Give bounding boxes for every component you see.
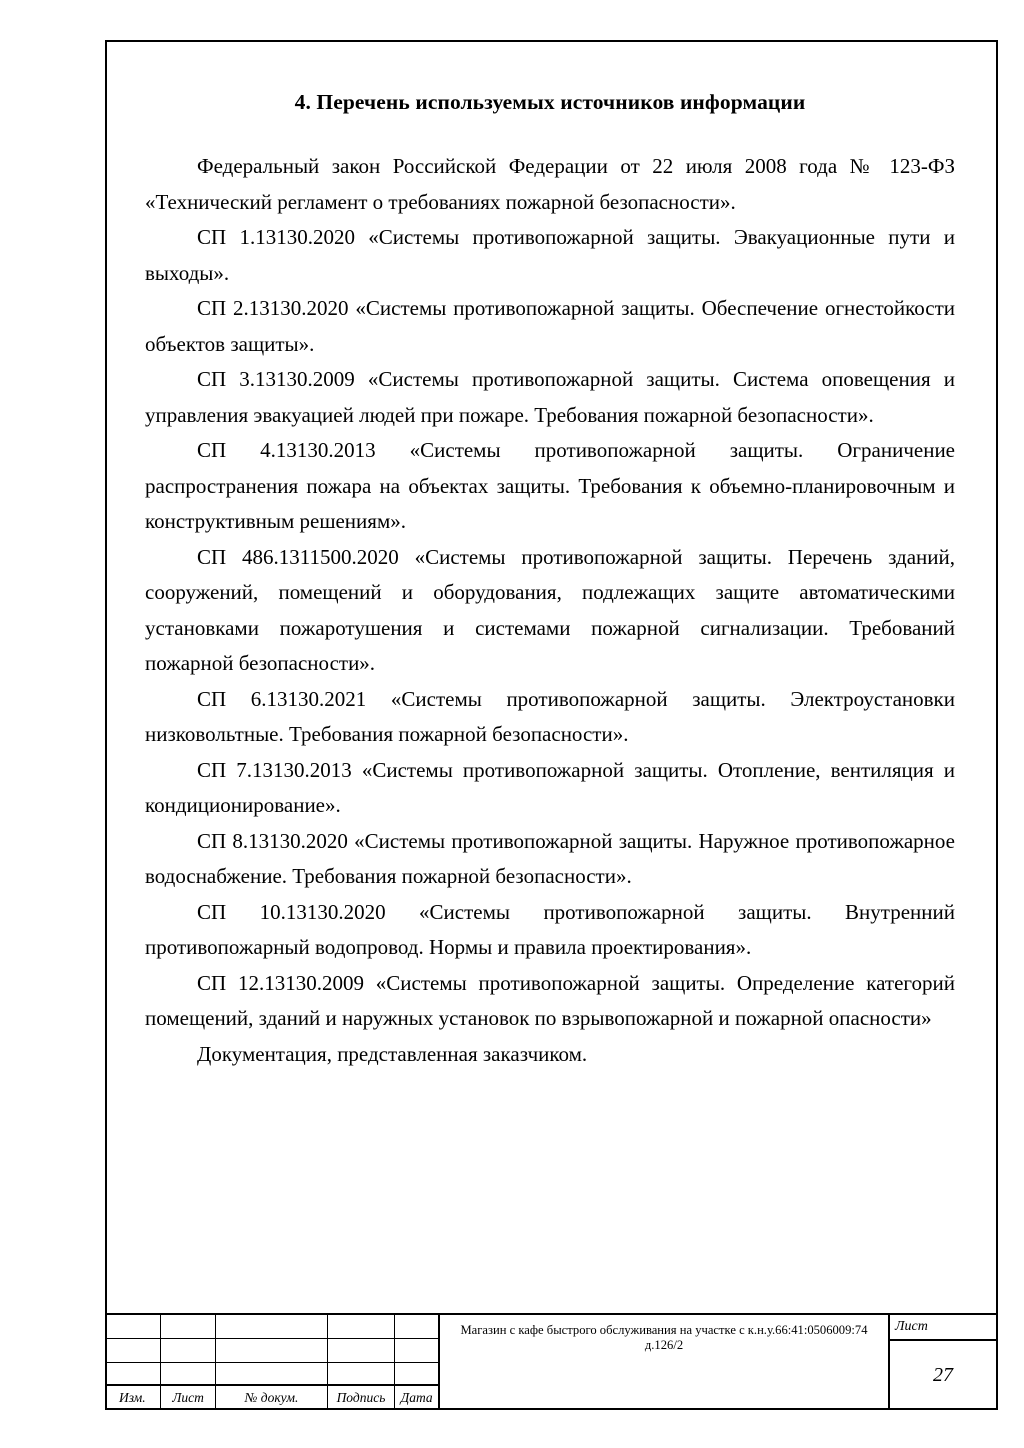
table-row	[105, 1315, 438, 1339]
paragraph: СП 7.13130.2013 «Системы противопожарной защиты. Отопление, вентиляция и кондиционирование».	[145, 757, 955, 817]
paragraph: СП 4.13130.2013 «Системы противопожарной защиты. Ограничение распространения пожара на объектах защиты. Требования к объемно-планировочным и конструктивным решениям».	[145, 438, 955, 533]
sheet-number: 27	[933, 1364, 953, 1386]
title-block-grid	[105, 1315, 998, 1408]
table-cell	[161, 1315, 217, 1338]
document-body	[145, 90, 955, 1072]
title-block-object-cell	[440, 1315, 890, 1408]
paragraph: СП 1.13130.2020 «Системы противопожарной защиты. Эвакуационные пути и выходы».	[145, 225, 955, 285]
paragraph: Документация, представленная заказчиком.	[197, 1041, 588, 1066]
object-caption: Магазин с кафе быстрого обслуживания на участке с к.н.у.66:41:0506009:74 д.126/2	[460, 1323, 868, 1352]
table-cell	[105, 1315, 161, 1338]
column-header-list: Лист	[161, 1386, 217, 1410]
table-cell	[105, 1363, 161, 1384]
paragraph: СП 8.13130.2020 «Системы противопожарной защиты. Наружное противопожарное водоснабжение. Требования пожарной безопасности».	[145, 828, 955, 888]
table-row	[105, 1363, 438, 1386]
table-cell	[328, 1363, 396, 1384]
table-cell	[328, 1315, 396, 1338]
page-title: 4. Перечень используемых источников информации	[294, 90, 806, 114]
paragraph: Федеральный закон Российской Федерации от 22 июля 2008 года № 123-ФЗ «Технический регламент о требованиях пожарной безопасности».	[145, 154, 955, 214]
title-block	[105, 1313, 998, 1408]
table-cell	[161, 1339, 217, 1362]
object-caption-wrapper	[440, 1315, 888, 1408]
column-header-izm: Изм.	[105, 1386, 161, 1410]
table-cell	[105, 1339, 161, 1362]
table-cell	[395, 1315, 438, 1338]
paragraph: СП 10.13130.2020 «Системы противопожарной защиты. Внутренний противопожарный водопровод. Нормы и правила проектирования».	[145, 899, 955, 959]
table-header-row	[105, 1386, 438, 1410]
paragraph: СП 3.13130.2009 «Системы противопожарной защиты. Система оповещения и управления эвакуацией людей при пожаре. Требования пожарной безопасности».	[145, 367, 955, 427]
table-cell	[328, 1339, 396, 1362]
table-cell	[395, 1339, 438, 1362]
sheet-label: Лист	[890, 1315, 996, 1341]
table-cell	[161, 1363, 217, 1384]
title-block-sheet-cell	[890, 1315, 996, 1408]
column-header-dokum: № докум.	[216, 1386, 327, 1410]
table-cell	[395, 1363, 438, 1384]
table-cell	[216, 1339, 327, 1362]
paragraph: СП 12.13130.2009 «Системы противопожарной защиты. Определение категорий помещений, зданий и наружных установок по взрывопожарной и пожарной опасности»	[145, 970, 955, 1030]
table-row	[105, 1339, 438, 1363]
column-header-podpis: Подпись	[328, 1386, 396, 1410]
table-cell	[216, 1315, 327, 1338]
column-header-data: Дата	[400, 1390, 433, 1405]
paragraph: СП 486.1311500.2020 «Системы противопожарной защиты. Перечень зданий, сооружений, помещений и оборудования, подлежащих защите автоматическими установками пожаротушения и системами пожарной сигнализации. Требований пожарной безопасности».	[145, 544, 955, 675]
table-cell	[216, 1363, 327, 1384]
paragraph: СП 2.13130.2020 «Системы противопожарной защиты. Обеспечение огнестойкости объектов защиты».	[145, 296, 955, 356]
title-block-revision-table	[105, 1315, 440, 1408]
paragraph: СП 6.13130.2021 «Системы противопожарной защиты. Электроустановки низковольтные. Требования пожарной безопасности».	[145, 686, 955, 746]
